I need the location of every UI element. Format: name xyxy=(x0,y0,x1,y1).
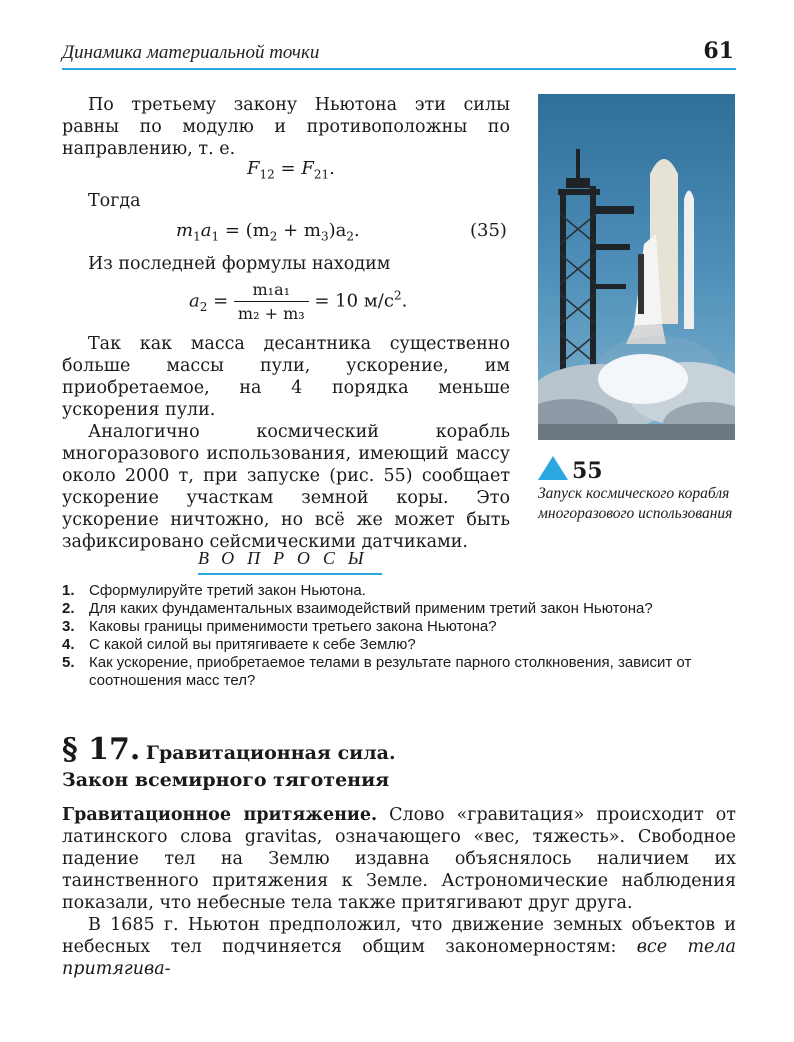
list-item: 1. Сформулируйте третий закон Ньютона. xyxy=(62,582,366,599)
section-title-line1: Гравитационная сила. xyxy=(145,742,396,764)
list-item: 2. Для каких фундаментальных взаимодействий применим третий закон Ньютона? xyxy=(62,600,653,617)
paragraph-mass: Так как масса десантника существенно больше массы пули, ускорение, им приобретаемое, на 4 порядка меньше ускорения пули. xyxy=(62,334,510,420)
paragraph-gravitation: Гравитационное притяжение. Слово «гравитация» происходит от латинского слова gravitas, означающего «вес, тяжесть». Свободное падение тел на Землю издавна объяснялось наличием их таинственного притяжения к Земле. Астрономические наблюдения показали, что небесные тела также притягивают друг друга. xyxy=(62,805,736,913)
formula-f12-f21: $F_{12} = F_{21}$. xyxy=(247,158,335,182)
paragraph-newton-1685: В 1685 г. Ньютон предположил, что движение земных объектов и небесных тел подчиняется общим закономерностям: все тела притягива- xyxy=(62,915,736,979)
section-body xyxy=(62,804,736,980)
list-item: 4. С какой силой вы притягиваете к себе Землю? xyxy=(62,636,416,653)
formula-number: (35) xyxy=(470,220,507,241)
paragraph-third-law: По третьему закону Ньютона эти силы равны по модулю и противоположны по направлению, т. е. xyxy=(62,95,510,159)
paragraph-shuttle: Аналогично космический корабль многоразового использования, имеющий массу около 2000 т, при запуске (рис. 55) сообщает ускорение участкам земной коры. Это ускорение ничтожно, но всё же может быть зафиксировано сейсмическими датчиками. xyxy=(62,422,510,552)
paragraph-then: Тогда xyxy=(88,191,141,211)
figure-caption: Запуск космического корабля многоразового использования xyxy=(538,485,733,522)
questions-list xyxy=(62,582,738,690)
triangle-marker-icon xyxy=(538,456,568,480)
block-from-formula xyxy=(62,253,510,275)
left-column-block-1 xyxy=(62,94,510,160)
then-block xyxy=(62,190,510,212)
formula-a2: $a_2$ = $\frac{\text{m₁a₁}}{\text{m₂ + m₃}}$ = 10 $м/с^2$. xyxy=(189,280,408,323)
page-number: 61 xyxy=(703,38,734,64)
section-title-line2: Закон всемирного тяготения xyxy=(62,769,390,791)
list-item: 3. Каковы границы применимости третьего закона Ньютона? xyxy=(62,618,497,635)
formula-35: $m_1a_1 = (m_2 + m_3)a_2$. xyxy=(176,220,360,244)
paragraph-from-formula: Из последней формулы находим xyxy=(88,254,391,274)
header-title: Динамика материальной точки xyxy=(62,42,320,63)
shuttle-launch-photo xyxy=(538,94,735,440)
questions-title: ВОПРОСЫ xyxy=(198,548,382,575)
list-item: 5. Как ускорение, приобретаемое телами в результате парного столкновения, зависит от соотношения масс тел? xyxy=(62,654,692,689)
running-header xyxy=(62,38,736,70)
figure-number: 55 xyxy=(538,456,603,484)
fraction: $\frac{\text{m₁a₁}}{\text{m₂ + m₃}}$ xyxy=(234,280,309,323)
block-mass xyxy=(62,333,510,553)
section-number: § 17. xyxy=(62,732,141,767)
shuttle-launch-image xyxy=(538,94,735,440)
section-heading xyxy=(62,732,742,791)
